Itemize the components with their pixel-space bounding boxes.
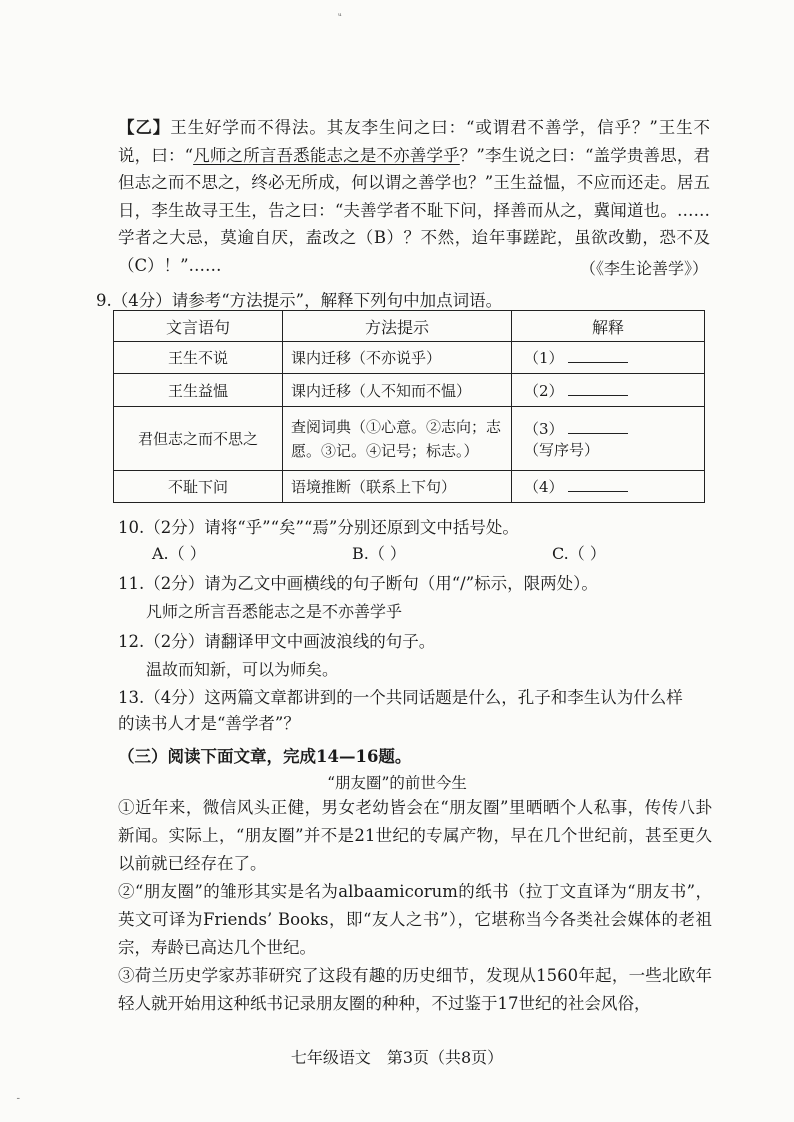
- underlined-sentence: 凡师之所言吾悉能志之是不亦善学乎: [193, 145, 460, 165]
- option-b[interactable]: B.（ ）: [352, 544, 406, 563]
- option-c[interactable]: C.（ ）: [552, 544, 606, 563]
- question-11-sentence: 凡师之所言吾悉能志之是不亦善学乎: [146, 602, 403, 621]
- page-footer: 七年级语文 第3页（共8页）: [290, 1048, 504, 1067]
- passage-text-part1: 王生好学而不得法。其友李生问之曰：“或谓君不善学，信乎？”王生不说，曰：“: [118, 118, 710, 165]
- answer-blank[interactable]: [568, 477, 628, 492]
- row-hint: 课内迁移（不亦说乎）: [283, 342, 512, 374]
- question-11-prompt: 11.（2分）请为乙文中画横线的句子断句（用“/”标示，限两处）。: [118, 574, 598, 593]
- answer-number: （2）: [524, 381, 564, 400]
- article-paragraph-1: ①近年来，微信风头正健，男女老幼皆会在“朋友圈”里晒晒个人私事，传传八卦新闻。实际上，“朋友圈”并不是21世纪的专属产物，早在几个世纪前，甚至更久以前就已经存在了。: [118, 798, 712, 873]
- section-3-heading: （三）阅读下面文章，完成14—16题。: [118, 747, 412, 766]
- question-13-line1: 13.（4分）这两篇文章都讲到的一个共同话题是什么，孔子和李生认为什么样: [118, 688, 683, 707]
- question-10-options: [152, 541, 606, 564]
- table-row: [114, 471, 705, 503]
- header-answer: 解释: [512, 311, 705, 342]
- row-sentence: 王生不说: [114, 342, 283, 374]
- row-sentence: 不耻下问: [114, 471, 283, 503]
- row-sentence: 君但志之而不思之: [114, 407, 283, 471]
- row-answer[interactable]: [512, 407, 705, 471]
- table-row: [114, 342, 705, 374]
- passage-yi: [118, 114, 710, 279]
- article-paragraph-3: ③荷兰历史学家苏菲研究了这段有趣的历史细节，发现从1560年起，一些北欧年轻人就开始用这种纸书记录朋友圈的种种，不过鉴于17世纪的社会风俗，: [118, 966, 712, 1013]
- row-hint: 查阅词典（①心意。②志向；志愿。③记。④记号；标志。）: [283, 407, 512, 471]
- passage-text-part2: ？”李生说之曰：“盖学贵善思，君但志之而不思之，终必无所成，何以谓之善学也？”王生益愠，不应而还走。居五日，李生故寻王生，告之曰：“夫善学者不耻下问，择善而从之，冀闻道也。……学者之大忌，莫逾自厌，盍改之（B）？不然，迨年事蹉跎，虽欲改勤，恐不及（C）！”……: [118, 145, 711, 275]
- article-body: [118, 794, 712, 1018]
- answer-number: （4）: [524, 478, 564, 496]
- article-title: “朋友圈”的前世今生: [327, 774, 467, 792]
- table-row: [114, 407, 705, 471]
- method-table: [113, 310, 705, 503]
- row-answer[interactable]: [512, 342, 705, 374]
- row-answer[interactable]: [512, 374, 705, 407]
- answer-number: （3）: [524, 419, 564, 438]
- row-hint: 课内迁移（人不知而不愠）: [283, 374, 512, 407]
- answer-blank[interactable]: [568, 381, 628, 396]
- answer-blank[interactable]: [568, 348, 628, 363]
- table-row: [114, 374, 705, 407]
- answer-note: （写序号）: [524, 440, 600, 459]
- question-13-line2: 的读书人才是“善学者”？: [118, 714, 300, 733]
- question-9-prompt: 9.（4分）请参考“方法提示”，解释下列句中加点词语。: [96, 291, 503, 310]
- row-sentence: 王生益愠: [114, 374, 283, 407]
- answer-blank[interactable]: [568, 419, 628, 434]
- question-12-prompt: 12.（2分）请翻译甲文中画波浪线的句子。: [118, 632, 436, 651]
- row-hint: 语境推断（联系上下句）: [283, 471, 512, 503]
- scan-mark-top: ᵘ: [338, 12, 342, 22]
- passage-label: 【乙】: [118, 118, 171, 137]
- answer-number: （1）: [524, 349, 564, 367]
- passage-source: （《李生论善学》）: [579, 259, 708, 278]
- question-12-sentence: 温故而知新，可以为师矣。: [146, 660, 339, 679]
- scan-mark-bottom-left: ˉ: [16, 1098, 21, 1108]
- row-answer[interactable]: [512, 471, 705, 503]
- header-hint: 方法提示: [283, 311, 512, 342]
- question-10-prompt: 10.（2分）请将“乎”“矣”“焉”分别还原到文中括号处。: [118, 518, 519, 537]
- method-table-header: [114, 311, 705, 342]
- article-paragraph-2: ②“朋友圈”的雏形其实是名为albaamicorum的纸书（拉丁文直译为“朋友书”，英文可译为Friends’ Books，即“友人之书”），它堪称当今各类社会媒体的老祖宗，寿龄已高达几个世纪。: [118, 882, 712, 957]
- option-a[interactable]: A.（ ）: [152, 544, 206, 563]
- header-sentence: 文言语句: [114, 311, 283, 342]
